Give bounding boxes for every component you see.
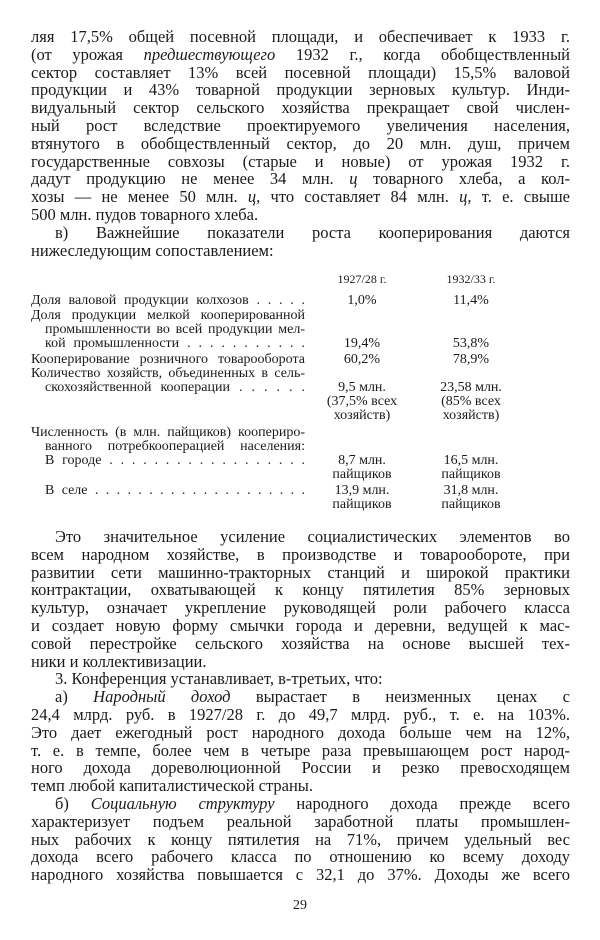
label-line: промышленности во всей продукции мел- (45, 322, 305, 337)
text-line (31, 188, 570, 206)
value-line: пайщиков (441, 497, 501, 512)
page-number: 29 (293, 898, 307, 913)
text-line (31, 813, 570, 831)
text-line (31, 706, 570, 724)
text-line (31, 206, 570, 224)
value-1932 (416, 353, 526, 367)
paragraph-bottom (31, 528, 570, 884)
text-line (31, 170, 570, 188)
text-line (31, 848, 570, 866)
text-segment: втянутого в обобществленный сектор, до 20 млн. душ, причем (31, 133, 570, 153)
text-line (31, 81, 570, 99)
value-1927 (307, 367, 417, 423)
text-line (31, 117, 570, 135)
text-line (31, 831, 570, 849)
value-line: 31,8 млн. (443, 483, 499, 498)
value-1932 (416, 367, 526, 423)
value-1927 (307, 309, 417, 351)
value-line (307, 440, 417, 454)
value-line: 60,2% (343, 352, 381, 367)
italic-text: Социальную структуру (90, 793, 275, 813)
text-line (31, 64, 570, 82)
text-segment: Это дает ежегодный рост народного дохода больше чем на 12%, (31, 722, 570, 742)
row-label (31, 484, 305, 498)
value-line: пайщиков (332, 497, 392, 512)
value-1927 (307, 294, 417, 308)
text-segment: 3. Конференция устанавливает, в-третьих, что: (55, 669, 383, 689)
value-line (307, 367, 417, 381)
value-line: (37,5% всех (326, 394, 398, 409)
text-segment: продукции и 43% товарной продукции зерновых культур. Инди- (31, 80, 570, 100)
value-line (416, 367, 526, 381)
text-line (31, 46, 570, 64)
label-line: скохозяйственной кооперации . . . . . . (45, 380, 305, 395)
text-segment: ляя 17,5% общей посевной площади, и обеспечивает к 1933 г. (31, 27, 570, 46)
value-line (416, 323, 526, 337)
text-segment: нижеследующим сопоставлением: (31, 240, 274, 260)
value-line: (85% всех (441, 394, 501, 409)
value-line (416, 309, 526, 323)
value-1932 (416, 294, 526, 308)
text-segment: государственные совхозы (старые и новые) от урожая 1932 г. (31, 151, 570, 171)
italic-text: ц (349, 169, 358, 189)
text-segment: ники и коллективизации. (31, 651, 207, 671)
text-segment: хозы — не менее 50 млн. (31, 187, 248, 207)
text-segment: характеризует подъем реальной заработной платы промышлен- (31, 811, 570, 831)
text-segment: т. е. в темпе, более чем в четыре раза превышающем рост народ- (31, 740, 570, 760)
text-segment: ный рост вследствие проектируемого увеличения населения, (31, 115, 570, 135)
label-line: В селе . . . . . . . . . . . . . . . . . . . . (45, 483, 305, 498)
row-label (31, 367, 305, 395)
italic-text: предшествующего (143, 44, 276, 64)
value-line: 9,5 млн. (338, 380, 386, 395)
text-segment: (от урожая (31, 44, 144, 64)
value-1927 (307, 426, 417, 482)
text-segment: т. е. свыше (471, 187, 570, 207)
row-label (31, 353, 305, 367)
row-label (31, 426, 305, 468)
text-line (31, 242, 570, 260)
value-line: пайщиков (332, 467, 392, 482)
italic-text: Народный доход (93, 687, 231, 707)
text-segment: ных рабочих к концу пятилетия на 71%, причем удельный вес (31, 829, 570, 849)
text-line (31, 599, 570, 617)
row-label (31, 309, 305, 351)
value-1932 (416, 484, 526, 512)
text-line (31, 777, 570, 795)
label-line: Количество хозяйств, объединенных в сель- (31, 366, 305, 381)
text-line (31, 99, 570, 117)
value-line (416, 426, 526, 440)
text-segment: дадут продукцию не менее 34 млн. (31, 169, 350, 189)
label-line: В городе . . . . . . . . . . . . . . . . . . (45, 453, 305, 468)
text-segment: контрактации, охватывающей к концу пятилетия 85% зерновых (31, 580, 570, 600)
text-line (31, 617, 570, 635)
text-line (31, 635, 570, 653)
text-segment: народного дохода прежде всего (274, 793, 571, 813)
label-line: Доля валовой продукции колхозов . . . . . (31, 293, 305, 308)
value-line: 78,9% (452, 352, 490, 367)
text-segment: а) (55, 687, 94, 707)
text-line (31, 135, 570, 153)
col-header-1927: 1927/28 г. (337, 272, 387, 286)
value-line: 8,7 млн. (338, 453, 386, 468)
col-header-1932: 1932/33 г. (446, 272, 496, 286)
text-line (31, 224, 570, 242)
text-segment: всем народном хозяйстве, в производстве и товарообороте, при (31, 544, 570, 564)
text-segment: что составляет 84 млн. (260, 187, 460, 207)
value-line: 19,4% (343, 336, 381, 351)
cooperation-table (31, 272, 570, 512)
paragraph-top (31, 28, 570, 259)
italic-text: ц, (459, 187, 472, 207)
label-line: Доля продукции мелкой кооперированной (31, 308, 305, 323)
text-line (31, 28, 570, 46)
text-line (31, 759, 570, 777)
label-line: ванного потребкооперацией населения: (45, 439, 305, 454)
text-line (31, 795, 570, 813)
text-line (31, 688, 570, 706)
value-line: пайщиков (441, 467, 501, 482)
value-line (307, 309, 417, 323)
text-segment: товарного хлеба, а кол- (357, 169, 570, 189)
text-segment: 1932 г., когда обобществленный (275, 44, 570, 64)
value-line: 13,9 млн. (334, 483, 390, 498)
text-line (31, 670, 570, 688)
value-line (416, 440, 526, 454)
value-line: 11,4% (453, 293, 489, 308)
text-segment: ного дохода дореволюционной России и резко превосходящем (31, 758, 570, 778)
row-label (31, 294, 305, 308)
value-line: хозяйств) (442, 408, 500, 423)
value-1927 (307, 484, 417, 512)
text-line (31, 866, 570, 884)
text-segment: 24,4 млрд. руб. в 1927/28 г. до 49,7 млрд. руб., т. е. на 103%. (31, 704, 570, 724)
text-line (31, 528, 570, 546)
value-line: 23,58 млн. (440, 380, 502, 395)
value-1932 (416, 309, 526, 351)
label-line: кой промышленности . . . . . . . . . . . (45, 336, 305, 351)
text-line (31, 653, 570, 671)
text-segment: дохода всего рабочего класса по отношению ко всему доходу (31, 847, 570, 867)
text-segment: развитии сети машинно-тракторных станций и широкой практики (31, 562, 570, 582)
text-segment: вырастает в неизменных ценах с (230, 687, 570, 707)
text-segment: б) (55, 793, 91, 813)
value-1932 (416, 426, 526, 482)
text-segment: в) Важнейшие показатели роста кооперирования даются (55, 222, 570, 242)
label-line: Кооперирование розничного товарооборота (31, 352, 305, 367)
text-line (31, 564, 570, 582)
text-segment: культур, означает укрепление руководящей роли рабочего класса (31, 598, 570, 618)
value-line: 16,5 млн. (443, 453, 499, 468)
label-line: Численность (в млн. пайщиков) коопериро- (31, 425, 305, 440)
value-line: хозяйств) (333, 408, 391, 423)
italic-text: ц, (247, 187, 261, 207)
value-line (307, 426, 417, 440)
table-header (31, 272, 570, 288)
value-line: 1,0% (347, 293, 377, 308)
text-line (31, 546, 570, 564)
value-1927 (307, 353, 417, 367)
text-segment: видуальный сектор сельского хозяйства прекращает свой числен- (31, 98, 570, 118)
text-line (31, 581, 570, 599)
text-segment: народного хозяйства повышается с 32,1 до 37%. Доходы же всего (31, 865, 570, 885)
text-line (31, 742, 570, 760)
text-line (31, 153, 570, 171)
text-segment: Это значительное усиление социалистических элементов во (55, 527, 570, 546)
text-line (31, 724, 570, 742)
value-line (307, 323, 417, 337)
text-segment: сектор составляет 13% всей посевной площади) 15,5% валовой (31, 62, 570, 82)
text-segment: и создает новую форму смычки города и деревни, ведущей к мас- (31, 615, 570, 635)
text-segment: 500 млн. пудов товарного хлеба. (31, 204, 259, 224)
text-segment: темп любой капиталистической страны. (31, 776, 314, 796)
value-line: 53,8% (452, 336, 490, 351)
text-segment: совой перестройке сельского хозяйства на основе высшей тех- (31, 633, 570, 653)
